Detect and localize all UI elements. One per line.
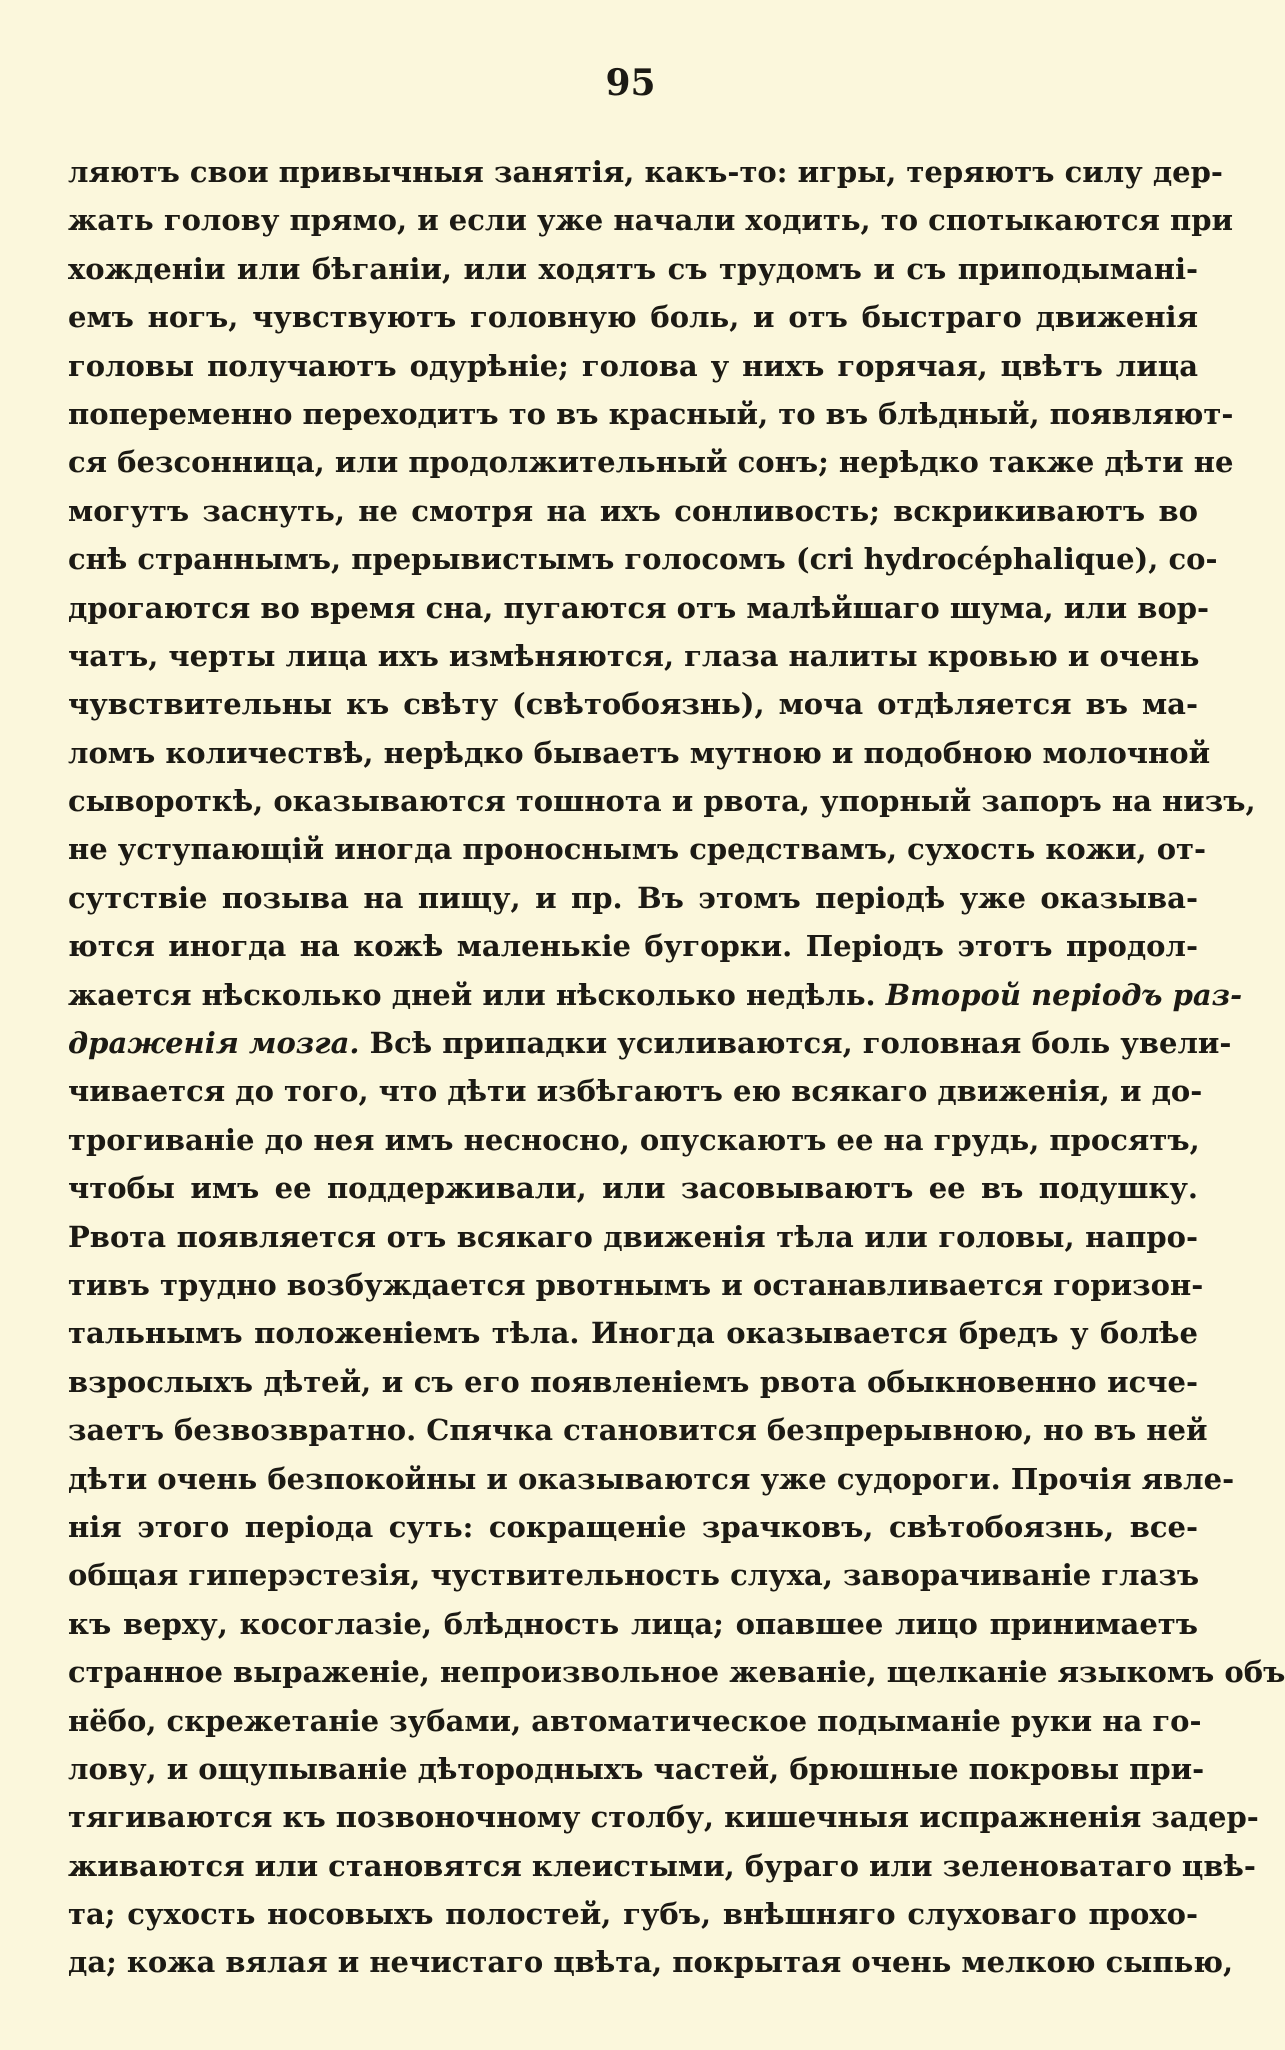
text-line: тивъ трудно возбуждается рвотнымъ и останавливается горизон- bbox=[68, 1267, 1204, 1302]
text-line: чувствительны къ свѣту (свѣтобоязнь), моча отдѣляется въ ма- bbox=[68, 687, 1198, 722]
text-line: не уступающій иногда проноснымъ средствамъ, сухость кожи, от- bbox=[68, 832, 1207, 867]
text-line: жать голову прямо, и если уже начали ходить, то спотыкаются при bbox=[68, 203, 1234, 238]
text-line: попеременно переходитъ то въ красный, то въ блѣдный, появляют- bbox=[68, 396, 1234, 431]
text-line: нёбо, скрежетаніе зубами, автоматическое подыманіе руки на го- bbox=[68, 1703, 1202, 1738]
text-line: взрослыхъ дѣтей, и съ его появленіемъ рвота обыкновенно исче- bbox=[68, 1364, 1198, 1399]
text-line: чивается до того, что дѣти избѣгаютъ ею всякаго движенія, и до- bbox=[68, 1074, 1203, 1109]
text-line: нія этого періода суть: сокращеніе зрачковъ, свѣтобоязнь, все- bbox=[68, 1509, 1198, 1544]
text-line: тягиваются къ позвоночному столбу, кишечныя испражненія задер- bbox=[68, 1800, 1259, 1835]
text-line: могутъ заснуть, не смотря на ихъ сонливость; вскрикиваютъ во bbox=[68, 493, 1198, 528]
page-number: 95 bbox=[605, 62, 656, 104]
text-line: трогиваніе до нея имъ несносно, опускаютъ ее на грудь, просятъ, bbox=[68, 1122, 1200, 1157]
text-line: лову, и ощупываніе дѣтородныхъ частей, брюшные покровы при- bbox=[68, 1751, 1205, 1786]
text-line: да; кожа вялая и нечистаго цвѣта, покрытая очень мелкою сыпью, bbox=[68, 1945, 1234, 1980]
text-line: странное выраженіе, непроизвольное жеваніе, щелканіе языкомъ объ bbox=[68, 1655, 1285, 1690]
italic-heading: Второй періодъ раз- bbox=[885, 977, 1243, 1012]
text-line: заетъ безвозвратно. Спячка становится безпрерывною, но въ ней bbox=[68, 1413, 1208, 1448]
text-line: головы получаютъ одурѣніе; голова у нихъ горячая, цвѣтъ лица bbox=[68, 348, 1198, 383]
text-line: сывороткѣ, оказываются тошнота и рвота, упорный запоръ на низъ, bbox=[68, 784, 1256, 819]
italic-heading: драженія мозга. bbox=[68, 1026, 360, 1061]
text-line: чатъ, черты лица ихъ измѣняются, глаза налиты кровью и очень bbox=[68, 638, 1200, 673]
text-line: Рвота появляется отъ всякаго движенія тѣла или головы, напро- bbox=[68, 1219, 1198, 1254]
body-text bbox=[68, 148, 1285, 1987]
text-line: хожденіи или бѣганіи, или ходятъ съ трудомъ и съ приподымані- bbox=[68, 251, 1198, 286]
text-line: ся безсонница, или продолжительный сонъ; нерѣдко также дѣти не bbox=[68, 445, 1234, 480]
text-line: ются иногда на кожѣ маленькіе бугорки. Періодъ этотъ продол- bbox=[68, 929, 1198, 964]
text-line: ляютъ свои привычныя занятія, какъ-то: игры, теряютъ силу дер- bbox=[68, 155, 1223, 189]
text-line: сутствіе позыва на пищу, и пр. Въ этомъ періодѣ уже оказыва- bbox=[68, 880, 1198, 915]
text-line-mixed bbox=[68, 971, 1243, 1019]
text-line-mixed bbox=[68, 1019, 1232, 1067]
line-text: жается нѣсколько дней или нѣсколько недѣль. bbox=[68, 977, 876, 1012]
text-line: дѣти очень безпокойны и оказываются уже судороги. Прочія явле- bbox=[68, 1461, 1235, 1496]
text-line: та; сухость носовыхъ полостей, губъ, внѣшняго слуховаго прохо- bbox=[68, 1897, 1198, 1932]
text-line: емъ ногъ, чувствуютъ головную боль, и отъ быстраго движенія bbox=[68, 300, 1198, 335]
text-line: общая гиперэстезія, чуствительность слуха, заворачиваніе глазъ bbox=[68, 1558, 1200, 1593]
text-line: чтобы имъ ее поддерживали, или засовываютъ ее въ подушку. bbox=[68, 1171, 1198, 1206]
text-line: живаются или становятся клеистыми, бураго или зеленоватаго цвѣ- bbox=[68, 1848, 1256, 1883]
text-line: тальнымъ положеніемъ тѣла. Иногда оказывается бредъ у болѣе bbox=[68, 1316, 1198, 1351]
text-line: снѣ страннымъ, прерывистымъ голосомъ (cri hydrocéphalique), со- bbox=[68, 542, 1218, 577]
text-line: дрогаются во время сна, пугаются отъ малѣйшаго шума, или вор- bbox=[68, 590, 1210, 625]
text-line: къ верху, косоглазіе, блѣдность лица; опавшее лицо принимаетъ bbox=[68, 1606, 1198, 1641]
text-line: ломъ количествѣ, нерѣдко бываетъ мутною и подобною молочной bbox=[68, 735, 1211, 770]
line-text: Всѣ припадки усиливаются, головная боль увели- bbox=[359, 1026, 1232, 1061]
